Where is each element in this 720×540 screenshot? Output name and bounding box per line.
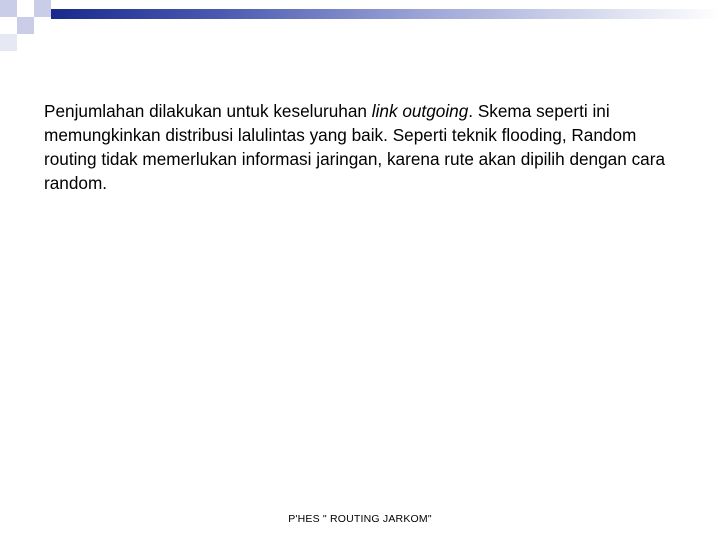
slide-body-text (44, 99, 680, 195)
body-text-rest: . Skema seperti ini memungkinkan distribusi lalulintas yang baik. Seperti teknik flooding, Random routing tidak memerlukan informasi jaringan, karena rute akan dipilih dengan cara random. (44, 101, 666, 193)
decor-square (17, 0, 34, 17)
decor-square (0, 34, 17, 51)
slide-footer: P'HES " ROUTING JARKOM" (288, 513, 432, 525)
header-gradient-bar (51, 9, 720, 19)
decor-square (34, 0, 51, 17)
decor-square (17, 17, 34, 34)
body-text-start: Penjumlahan dilakukan untuk keseluruhan (44, 101, 372, 121)
decor-square (0, 17, 17, 34)
decor-square (0, 0, 17, 17)
body-text-italic: link outgoing (371, 101, 469, 121)
